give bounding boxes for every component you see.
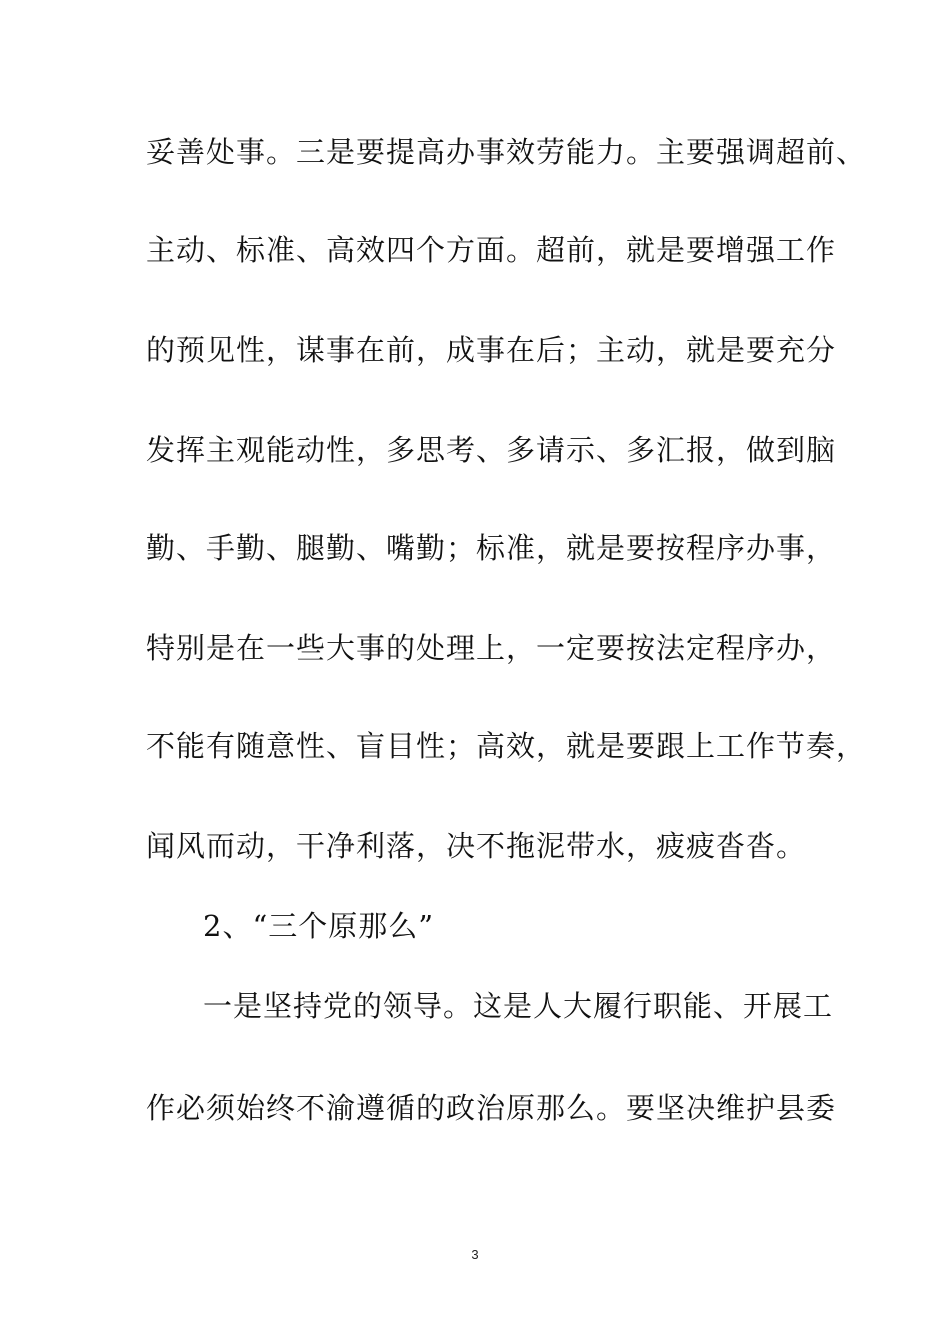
body-text-line: 特别是在一些大事的处理上，一定要按法定程序办， <box>146 631 837 665</box>
body-text-line: 不能有随意性、盲目性；高效，就是要跟上工作节奏， <box>146 729 867 763</box>
page-number: 3 <box>471 1247 479 1262</box>
body-text-line: 主动、标准、高效四个方面。超前，就是要增强工作 <box>146 233 837 267</box>
paragraph-first-line: 一是坚持党的领导。这是人大履行职能、开展工 <box>203 989 834 1023</box>
body-text-line: 闻风而动，干净利落，决不拖泥带水，疲疲沓沓。 <box>146 829 807 863</box>
body-text-line: 发挥主观能动性，多思考、多请示、多汇报，做到脑 <box>146 433 837 467</box>
body-text-line: 的预见性，谋事在前，成事在后；主动，就是要充分 <box>146 333 837 367</box>
body-text-line: 勤、手勤、腿勤、嘴勤；标准，就是要按程序办事， <box>146 531 837 565</box>
body-text-line: 作必须始终不渝遵循的政治原那么。要坚决维护县委 <box>146 1091 837 1125</box>
section-heading: 2、“三个原那么” <box>203 909 435 943</box>
body-text-line: 妥善处事。三是要提高办事效劳能力。主要强调超前、 <box>146 135 867 169</box>
